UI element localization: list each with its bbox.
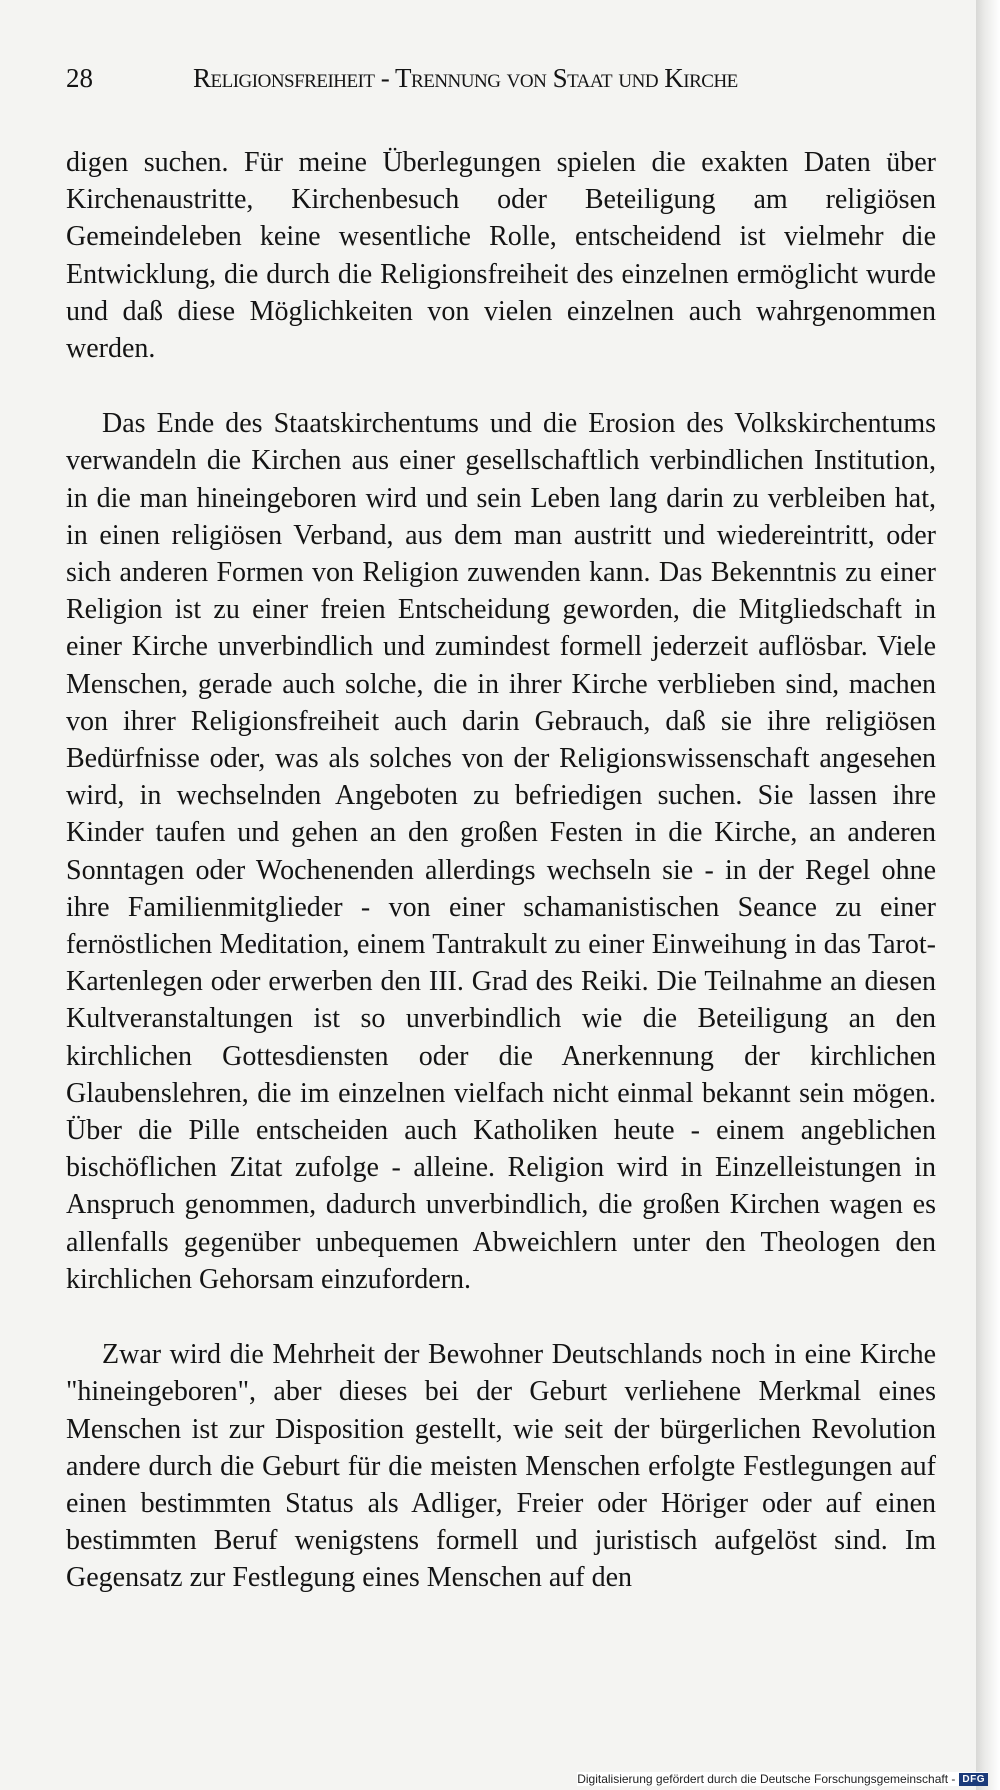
body-text — [66, 144, 936, 1597]
page-header — [66, 58, 936, 98]
digitization-credit — [577, 1772, 988, 1786]
dfg-logo: DFG — [959, 1773, 988, 1786]
page-number: 28 — [66, 63, 93, 93]
page-edge-shadow — [976, 0, 1000, 1790]
credit-text: Digitalisierung gefördert durch die Deutsche Forschungsgemeinschaft - — [577, 1772, 956, 1786]
paragraph-2: Das Ende des Staatskirchentums und die Erosion des Volkskirchentums verwandeln die Kirchen aus einer gesellschaftlich verbindlichen Institution, in die man hineingeboren wird und sein Leben lang darin zu verbleiben hat, in einen religiösen Verband, aus dem man austritt und wiedereintritt, oder sich anderen Formen von Religion zuwenden kann. Das Bekenntnis zu einer Religion ist zu einer freien Entscheidung geworden, die Mitgliedschaft in einer Kirche unverbindlich und zumindest formell jederzeit auflösbar. Viele Menschen, gerade auch solche, die in ihrer Kirche verblieben sind, machen von ihrer Religionsfreiheit auch darin Gebrauch, daß sie ihre religiösen Bedürfnisse oder, was als solches von der Religionswissenschaft angesehen wird, in wechselnden Angeboten zu befriedigen suchen. Sie lassen ihre Kinder taufen und gehen an den großen Festen in die Kirche, an anderen Sonntagen oder Wochenenden allerdings wechseln sie - in der Regel ohne ihre Familienmitglieder - von einer schamanistischen Seance zu einer fernöstlichen Meditation, einem Tantrakult zu einer Einweihung in das Tarot-Kartenlegen oder erwerben den III. Grad des Reiki. Die Teilnahme an diesen Kultveranstaltungen ist so unverbindlich wie die Beteiligung an den kirchlichen Gottesdiensten oder die Anerkennung der kirchlichen Glaubenslehren, die im einzelnen vielfach nicht einmal bekannt sein mögen. Über die Pille entscheiden auch Katholiken heute - einem angeblichen bischöflichen Zitat zufolge - alleine. Religion wird in Einzelleistungen in Anspruch genommen, dadurch unverbindlich, die großen Kirchen wagen es allenfalls gegenüber unbequemen Abweichlern unter den Theologen den kirchlichen Gehorsam einzufordern. — [66, 408, 936, 1295]
paragraph-3: Zwar wird die Mehrheit der Bewohner Deutschlands noch in eine Kirche "hineingeboren", aber dieses bei der Geburt verliehene Merkmal eines Menschen ist zur Disposition gestellt, wie seit der bürgerlichen Revolution andere durch die Geburt für die meisten Menschen erfolgte Festlegungen auf einen bestimmten Status als Adliger, Freier oder Höriger oder auf einen bestimmten Beruf wenigstens formell und juristisch aufgelöst sind. Im Gegensatz zur Festlegung eines Menschen auf den — [66, 1339, 936, 1594]
paragraph-1: digen suchen. Für meine Überlegungen spielen die exakten Daten über Kirchenaustritte, Kirchenbesuch oder Beteiligung am religiösen Gemeindeleben keine wesentliche Rolle, entscheidend ist vielmehr die Entwicklung, die durch die Religionsfreiheit des einzelnen ermöglicht wurde und daß diese Möglichkeiten von vielen einzelnen auch wahrgenommen werden. — [66, 147, 936, 365]
running-title: Religionsfreiheit - Trennung von Staat und Kirche — [193, 63, 738, 93]
